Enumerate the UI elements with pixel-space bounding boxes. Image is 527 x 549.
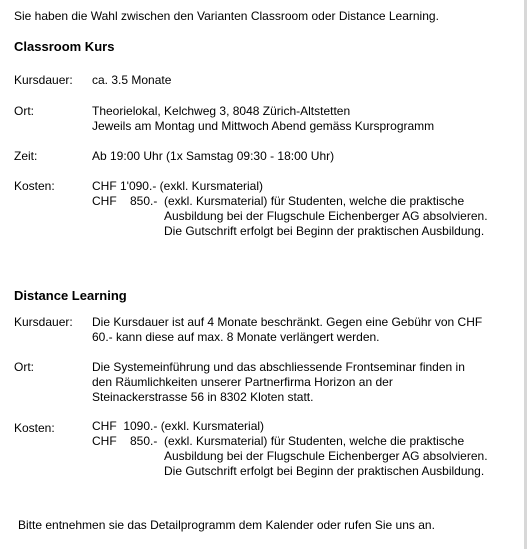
classroom-cost-line4: Die Gutschrift erfolgt bei Beginn der praktischen Ausbildung. — [164, 224, 485, 238]
classroom-location-label: Ort: — [14, 104, 34, 118]
distance-cost-line3: Ausbildung bei der Flugschule Eichenberger AG absolvieren. — [164, 449, 488, 463]
distance-cost-line2-prefix: CHF 850.- — [92, 434, 158, 448]
distance-cost-label: Kosten: — [14, 421, 55, 435]
distance-location-label: Ort: — [14, 360, 34, 374]
distance-cost-line1: CHF 1090.- (exkl. Kursmaterial) — [92, 419, 265, 433]
distance-heading: Distance Learning — [14, 288, 127, 303]
distance-location-line2: den Räumlichkeiten unserer Partnerfirma Horizon an der — [92, 375, 393, 389]
classroom-cost-line2-prefix: CHF 850.- — [92, 194, 158, 208]
classroom-time-label: Zeit: — [14, 149, 38, 163]
distance-duration-label: Kursdauer: — [14, 315, 73, 329]
classroom-heading: Classroom Kurs — [14, 39, 115, 54]
classroom-location-line2: Jeweils am Montag und Mittwoch Abend gemäss Kursprogramm — [92, 119, 435, 133]
classroom-cost-label: Kosten: — [14, 179, 55, 193]
intro-text: Sie haben die Wahl zwischen den Varianten Classroom oder Distance Learning. — [14, 9, 439, 23]
classroom-duration-value: ca. 3.5 Monate — [92, 73, 172, 87]
distance-location-line3: Steinackerstrasse 56 in 8302 Kloten statt. — [92, 390, 314, 404]
distance-duration-line2: 60.- kann diese auf max. 8 Monate verlängert werden. — [92, 330, 380, 344]
classroom-cost-line3: Ausbildung bei der Flugschule Eichenberger AG absolvieren. — [164, 209, 488, 223]
classroom-cost-line2-rest: (exkl. Kursmaterial) für Studenten, welche die praktische — [164, 194, 465, 208]
distance-location-line1: Die Systemeinführung und das abschliessende Frontseminar finden in — [92, 360, 465, 374]
classroom-cost-line1: CHF 1'090.- (exkl. Kursmaterial) — [92, 179, 263, 193]
distance-cost-line4: Die Gutschrift erfolgt bei Beginn der praktischen Ausbildung. — [164, 464, 485, 478]
footer-text: Bitte entnehmen sie das Detailprogramm dem Kalender oder rufen Sie uns an. — [18, 518, 435, 532]
classroom-duration-label: Kursdauer: — [14, 73, 73, 87]
classroom-time-value: Ab 19:00 Uhr (1x Samstag 09:30 - 18:00 Uhr) — [92, 149, 335, 163]
distance-duration-line1: Die Kursdauer ist auf 4 Monate beschränkt. Gegen eine Gebühr von CHF — [92, 315, 483, 329]
classroom-location-line1: Theorielokal, Kelchweg 3, 8048 Zürich-Altstetten — [92, 104, 351, 118]
distance-cost-line2-rest: (exkl. Kursmaterial) für Studenten, welche die praktische — [164, 434, 465, 448]
